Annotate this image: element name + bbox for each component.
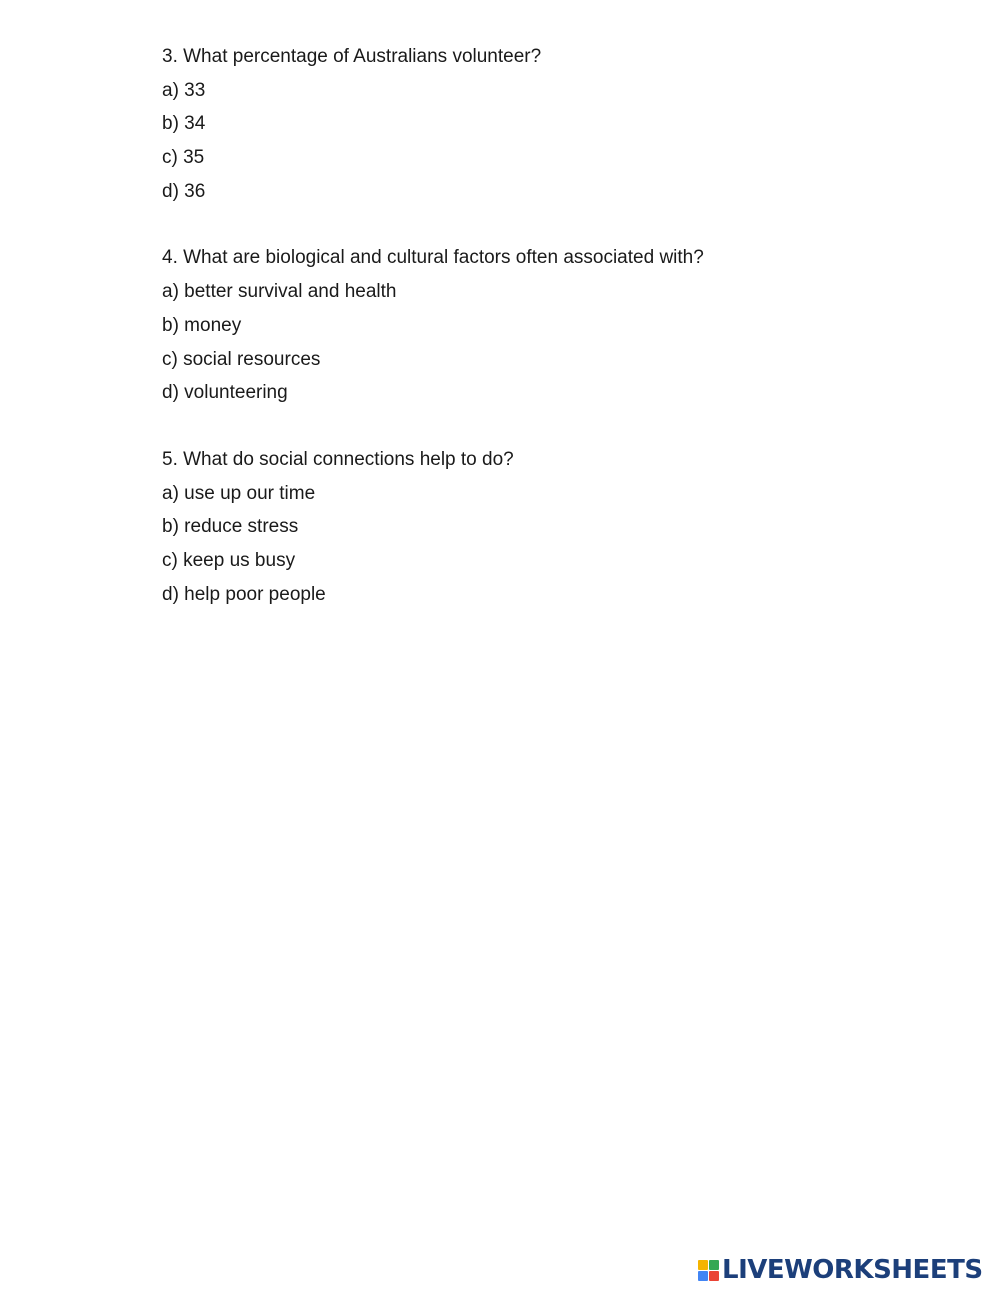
option-c: c) social resources <box>162 348 321 370</box>
option-b: b) 34 <box>162 113 206 135</box>
option-a: a) better survival and health <box>162 281 397 303</box>
option-b: b) money <box>162 314 242 336</box>
question-text: 3. What percentage of Australians volunteer? <box>162 46 542 67</box>
question-text: 5. What do social connections help to do? <box>162 448 514 470</box>
logo-text: LIVEWORKSHEETS <box>722 1255 983 1285</box>
question-text: 4. What are biological and cultural factors often associated with? <box>162 247 704 269</box>
question-5 <box>162 443 922 611</box>
liveworksheets-logo <box>698 1256 983 1284</box>
logo-block <box>698 1260 708 1270</box>
logo-block <box>698 1271 708 1281</box>
question-3 <box>162 40 922 208</box>
option-c: c) 35 <box>162 147 205 169</box>
option-a: a) use up our time <box>162 482 316 504</box>
logo-blocks-icon <box>698 1260 719 1281</box>
worksheet <box>162 40 922 644</box>
option-d: d) help poor people <box>162 583 326 605</box>
option-a: a) 33 <box>162 79 206 101</box>
logo-block <box>709 1271 719 1281</box>
option-c: c) keep us busy <box>162 549 296 571</box>
option-d: d) volunteering <box>162 382 288 404</box>
option-b: b) reduce stress <box>162 516 299 538</box>
logo-block <box>709 1260 719 1270</box>
question-4 <box>162 241 922 409</box>
option-d: d) 36 <box>162 180 206 202</box>
